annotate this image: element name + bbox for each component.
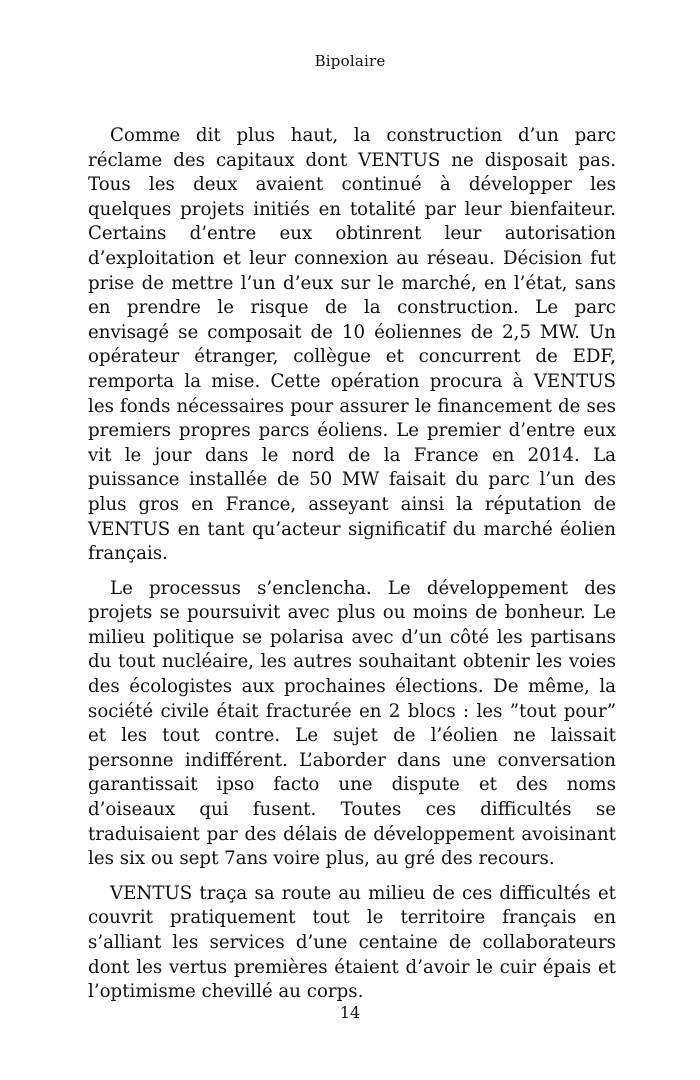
- paragraph-1: Comme dit plus haut, la construction d’un parc réclame des capitaux dont VENTUS ne disposait pas. Tous les deux avaient continué à développer les quelques projets initiés en totalité par leur bienfaiteur. Certains d’entre eux obtinrent leur autorisation d’exploitation et leur connexion au réseau. Décision fut prise de mettre l’un d’eux sur le marché, en l’état, sans en prendre le risque de la construction. Le parc envisagé se composait de 10 éoliennes de 2,5 MW. Un opérateur étranger, collègue et concurrent de EDF, remporta la mise. Cette opération procura à VENTUS les fonds nécessaires pour assurer le financement de ses premiers propres parcs éoliens. Le premier d’entre eux vit le jour dans le nord de la France en 2014. La puissance installée de 50 MW faisait du parc l’un des plus gros en France, asseyant ainsi la réputation de VENTUS en tant qu’acteur significatif du marché éolien français.: [88, 125, 616, 565]
- paragraph-3: VENTUS traça sa route au milieu de ces difficultés et couvrit pratiquement tout le territoire français en s’alliant les services d’une centaine de collaborateurs dont les vertus premières étaient d’avoir le cuir épais et l’optimisme chevillé au corps.: [88, 882, 616, 1003]
- running-title: Bipolaire: [314, 52, 386, 70]
- paragraph-2: Le processus s’enclencha. Le développement des projets se poursuivit avec plus ou moins de bonheur. Le milieu politique se polarisa avec d’un côté les partisans du tout nucléaire, les autres souhaitant obtenir les voies des écologistes aux prochaines élections. De même, la société civile était fracturée en 2 blocs : les ”tout pour” et les tout contre. Le sujet de l’éolien ne laissait personne indifférent. L’aborder dans une conversation garantissait ipso facto une dispute et des noms d’oiseaux qui fusent. Toutes ces difficultés se traduisaient par des délais de développement avoisinant les six ou sept 7ans voire plus, au gré des recours.: [88, 577, 616, 870]
- body-text: [88, 124, 616, 1015]
- page-number: 14: [339, 1003, 361, 1022]
